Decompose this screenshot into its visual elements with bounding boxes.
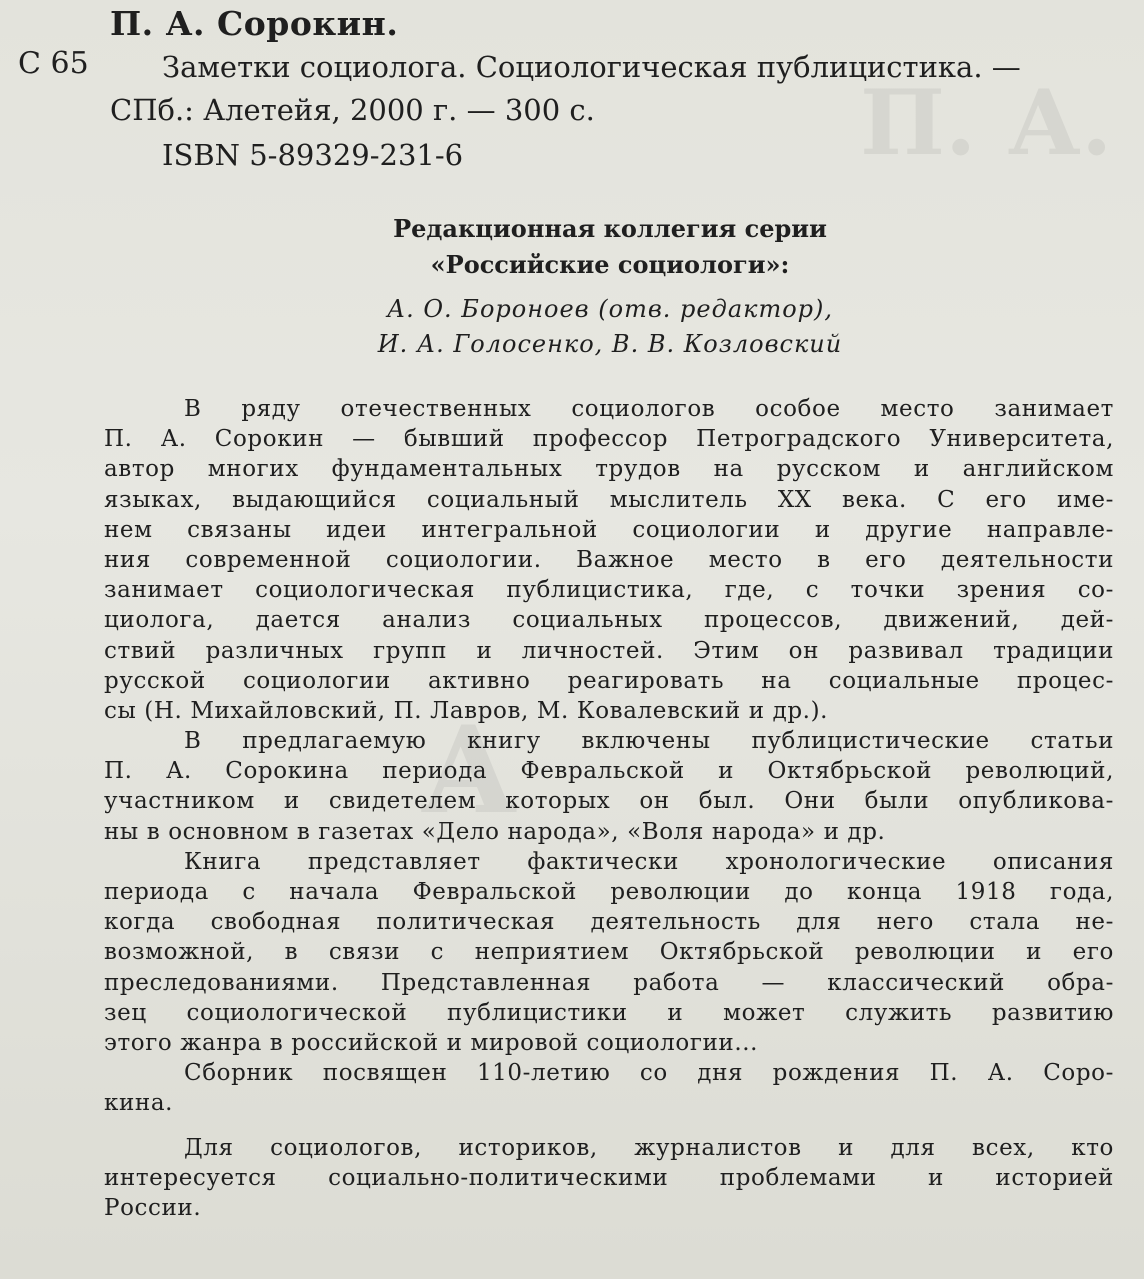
annotation-line: В предлагаемую книгу включены публицистические статьи	[184, 728, 1114, 755]
annotation-line: участником и свидетелем которых он был. Они были опубликова-	[104, 788, 1114, 815]
annotation-line: сы (Н. Михайловский, П. Лавров, М. Ковалевский и др.).	[104, 697, 829, 724]
annotation-line: языках, выдающийся социальный мыслитель XX века. С его име-	[104, 486, 1114, 513]
annotation-line: этого жанра в российской и мировой социологии...	[104, 1029, 759, 1056]
annotation-line: ствий различных групп и личностей. Этим он развивал традиции	[104, 637, 1114, 664]
annotation-line: периода с начала Февральской революции до конца 1918 года,	[104, 879, 1114, 905]
annotation-line: П. А. Сорокин — бывший профессор Петроградского Университета,	[104, 426, 1114, 453]
editorial-board-heading	[340, 211, 880, 283]
editorial-board-names-line-1: А. О. Бороноев (отв. редактор),	[386, 295, 834, 323]
annotation-line: возможной, в связи с неприятием Октябрьской революции и его	[104, 939, 1114, 966]
author-name: П. А. Сорокин.	[110, 4, 399, 43]
annotation-line: П. А. Сорокина периода Февральской и Октябрьской революций,	[104, 758, 1114, 785]
annotation-line: когда свободная политическая деятельность для него стала не-	[104, 909, 1114, 936]
annotation-line: ния современной социологии. Важное место в его деятельности	[104, 546, 1114, 573]
bleed-through-decoration-2: А	[420, 700, 518, 841]
editorial-board-heading-line-1: Редакционная коллегия серии	[393, 214, 827, 243]
annotation-line: Книга представляет фактически хронологические описания	[184, 848, 1114, 875]
annotation-line: русской социологии активно реагировать на социальные процес-	[104, 667, 1114, 694]
library-index-code: С 65	[18, 46, 89, 81]
book-title-line: Заметки социолога. Социологическая публицистика. —	[162, 50, 1021, 84]
annotation-line: В ряду отечественных социологов особое место занимает	[184, 396, 1114, 422]
annotation-line: автор многих фундаментальных трудов на русском и английском	[104, 456, 1114, 483]
editorial-board-names-line-2: И. А. Голосенко, В. В. Козловский	[377, 330, 843, 358]
bleed-through-decoration: П. А.	[860, 70, 1113, 176]
annotation-line: нем связаны идеи интегральной социологии и другие направле-	[104, 516, 1114, 543]
annotation-line: циолога, дается анализ социальных процессов, движений, дей-	[104, 607, 1114, 634]
annotation-line: интересуется социально-политическими проблемами и историей	[104, 1164, 1114, 1191]
annotation-line: ны в основном в газетах «Дело народа», «Воля народа» и др.	[104, 818, 886, 845]
annotation-line: занимает социологическая публицистика, где, с точки зрения со-	[104, 577, 1114, 604]
annotation-line: кина.	[104, 1090, 174, 1117]
annotation-text	[104, 394, 1114, 1223]
editorial-board-heading-line-2: «Российские социологи»:	[430, 250, 790, 279]
paragraph-gap	[104, 1119, 1114, 1133]
annotation-line: зец социологической публицистики и может служить развитию	[104, 999, 1114, 1026]
annotation-line: России.	[104, 1194, 202, 1221]
annotation-line: Для социологов, историков, журналистов и для всех, кто	[184, 1134, 1114, 1161]
editorial-board-names	[320, 292, 900, 362]
annotation-line: преследованиями. Представленная работа — классический обра-	[104, 969, 1114, 996]
isbn-line: ISBN 5-89329-231-6	[162, 138, 464, 172]
publication-info-line: СПб.: Алетейя, 2000 г. — 300 с.	[110, 93, 595, 127]
annotation-line: Сборник посвящен 110-летию со дня рождения П. А. Соро-	[184, 1060, 1114, 1087]
